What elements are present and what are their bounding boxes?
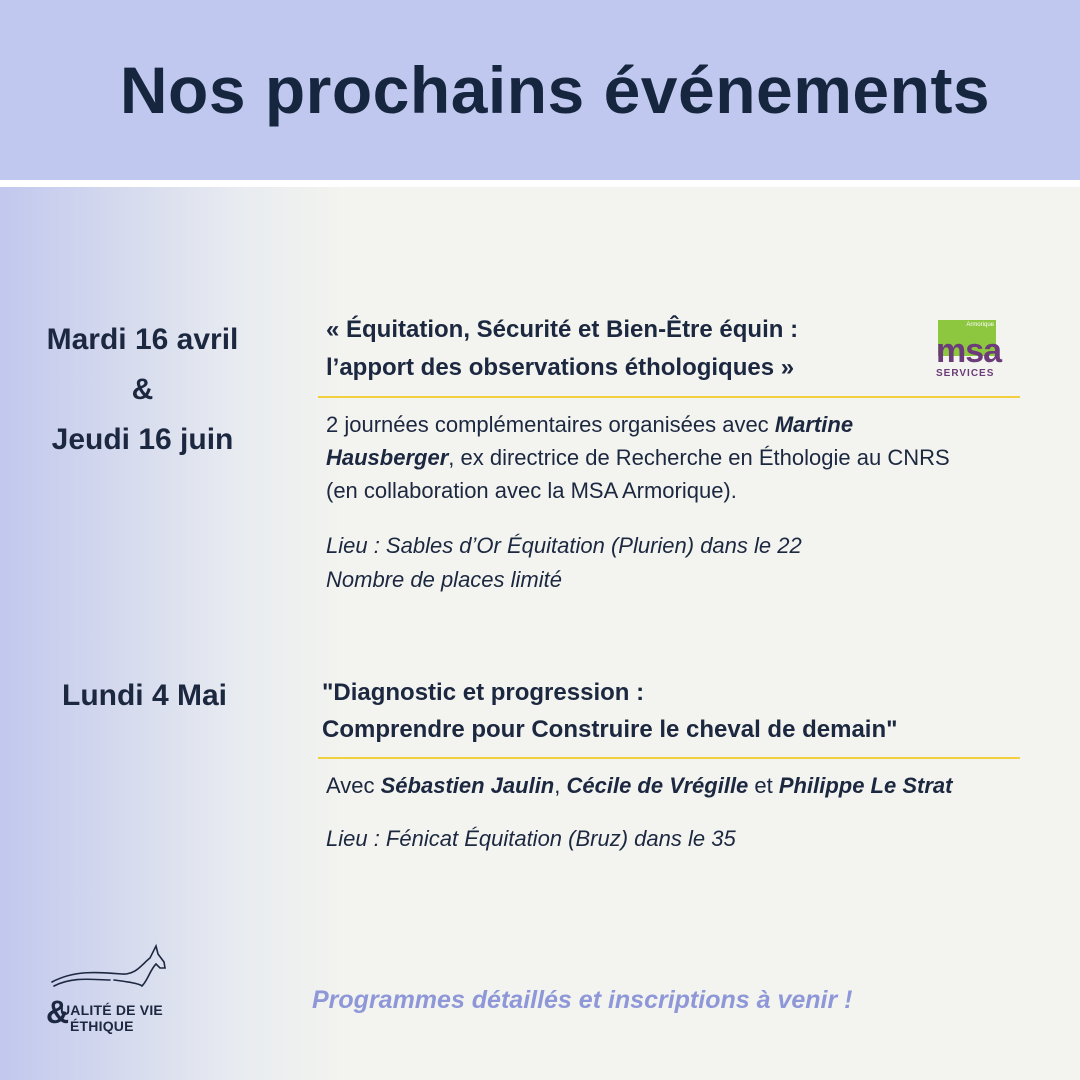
- event-2-date: Lundi 4 Mai: [62, 679, 227, 712]
- event-1-date-2: Jeudi 16 juin: [51, 423, 234, 456]
- event-2-separator-2: et: [748, 773, 779, 798]
- qualite-de-vie-ethique-logo: [44, 940, 174, 1040]
- event-1-location: Lieu : Sables d’Or Équitation (Plurien) dans le 22: [326, 533, 802, 558]
- event-1-organizer-last-name: Hausberger: [326, 445, 449, 470]
- msa-logo-wordmark: msa: [936, 332, 1002, 370]
- event-2-title-line-1: "Diagnostic et progression :: [322, 679, 645, 706]
- event-1-description-text-2: , ex directrice de Recherche en Éthologie au CNRS: [448, 445, 950, 470]
- event-2-speaker-2: Cécile de Vrégille: [566, 773, 749, 798]
- msa-services-logo: [934, 320, 1000, 382]
- event-1-title-line-2: l’apport des observations éthologiques »: [326, 354, 795, 381]
- event-1-capacity-note: Nombre de places limité: [326, 567, 562, 592]
- event-1-title-line-1: « Équitation, Sécurité et Bien-Être équin :: [326, 316, 799, 343]
- footer-note: Programmes détaillés et inscriptions à venir !: [312, 986, 853, 1014]
- event-2-speaker-1: Sébastien Jaulin: [380, 773, 555, 798]
- event-1-description-text-1: 2 journées complémentaires organisées avec: [326, 412, 775, 437]
- msa-logo-services: SERVICES: [936, 368, 995, 379]
- event-1-description: [326, 408, 1066, 507]
- header-divider: [0, 180, 1080, 187]
- event-2-title-underline: [318, 757, 1020, 759]
- event-1-description-text-3: (en collaboration avec la MSA Armorique).: [326, 478, 737, 503]
- page-title: Nos prochains événements: [119, 53, 991, 127]
- event-2-title-line-2: Comprendre pour Construire le cheval de demain": [322, 716, 898, 743]
- event-2-description: [326, 769, 1066, 802]
- event-2-description-prefix: Avec: [326, 773, 381, 798]
- event-1-title-underline: [318, 396, 1020, 398]
- event-1-organizer-first-name: Martine: [774, 412, 854, 437]
- brand-ampersand: &: [46, 994, 70, 1030]
- event-2-location: Lieu : Fénicat Équitation (Bruz) dans le 35: [326, 826, 736, 851]
- horse-outline-icon: [44, 940, 174, 1000]
- event-1-date-1: Mardi 16 avril: [46, 323, 239, 356]
- msa-logo-region: Armorique: [966, 322, 994, 328]
- brand-line-2: ÉTHIQUE: [70, 1018, 134, 1034]
- brand-line-1: UALITÉ DE VIE: [60, 1002, 163, 1018]
- event-2-speaker-3: Philippe Le Strat: [778, 773, 953, 798]
- brand-name: [54, 1002, 163, 1034]
- event-1-date-separator: &: [131, 373, 154, 406]
- event-2-separator-1: ,: [554, 773, 567, 798]
